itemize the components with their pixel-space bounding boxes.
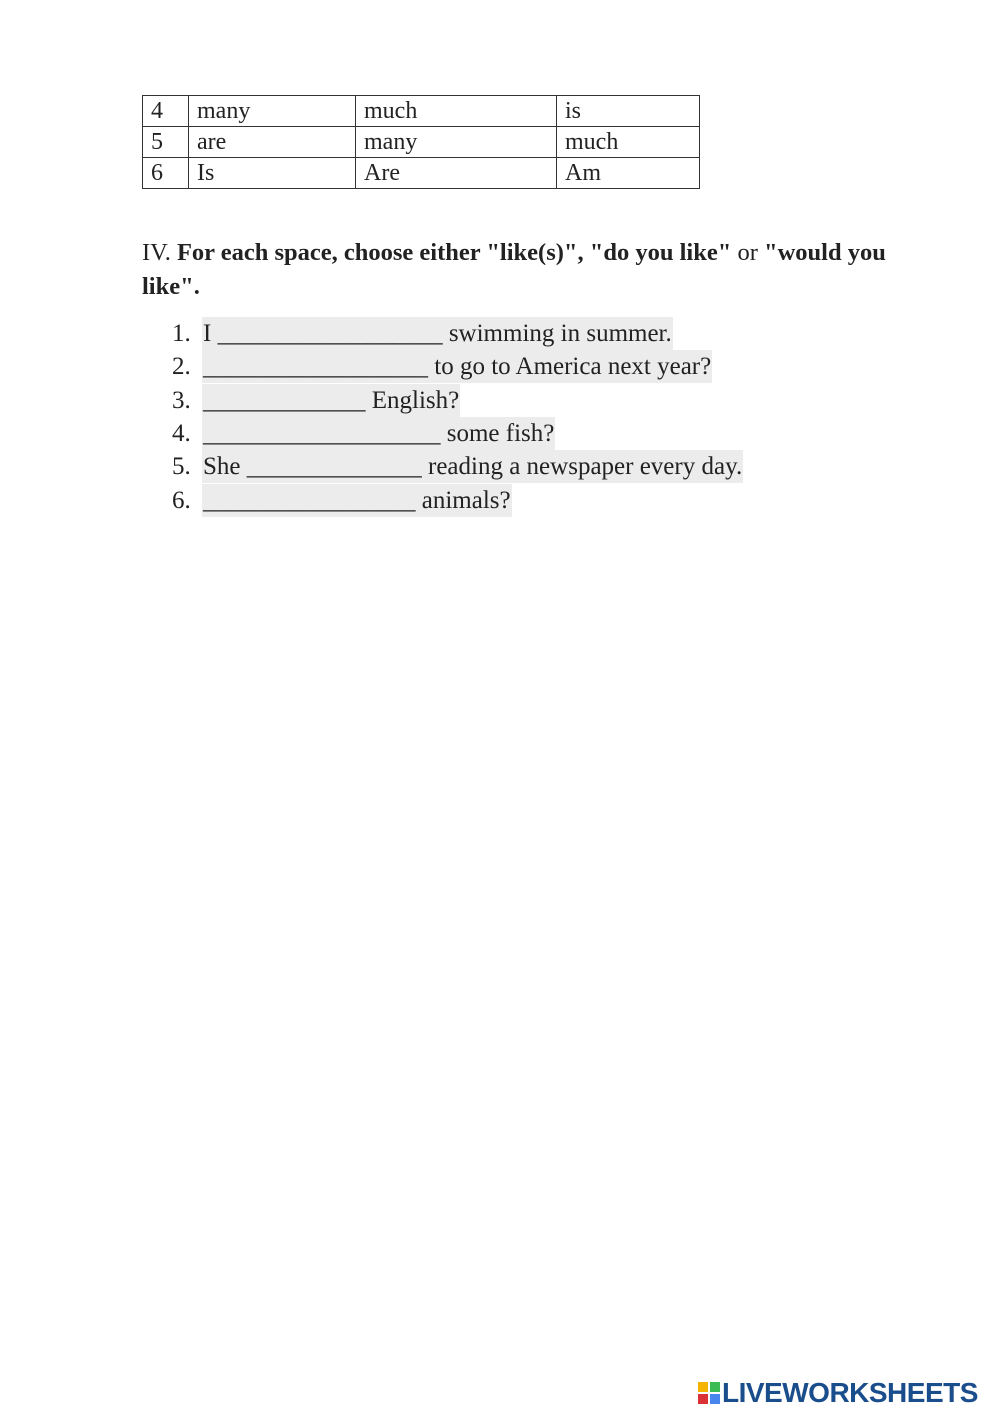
table-cell: 5 [143,127,189,158]
table-row [143,96,700,127]
fill-in-sentence[interactable]: __________________ to go to America next year? [202,350,712,383]
liveworksheets-logo [698,1377,978,1409]
table-row [143,127,700,158]
item-number: 5. [172,453,191,481]
fill-in-sentence[interactable]: I __________________ swimming in summer. [202,317,673,350]
fill-in-sentence[interactable]: _____________ English? [202,384,460,417]
list-item [172,450,743,483]
section-number: IV. [142,239,177,266]
answer-options-table [142,95,700,189]
exercise-list [172,317,743,517]
list-item [172,384,743,417]
item-number: 2. [172,353,191,381]
table-cell: much [356,96,557,127]
table-cell: much [557,127,700,158]
table-row [143,158,700,189]
fill-in-sentence[interactable]: _________________ animals? [202,484,512,517]
instruction-bold-part-2: "would you like". [142,239,886,300]
list-item [172,317,743,350]
list-item [172,483,743,516]
instruction-bold-part-1: For each space, choose either "like(s)", "do you like" [176,239,732,266]
item-number: 1. [172,320,191,348]
table-cell: many [189,96,356,127]
list-item [172,417,743,450]
item-number: 6. [172,486,191,514]
table-cell: 4 [143,96,189,127]
instruction-connector: or [731,239,764,266]
table-cell: many [356,127,557,158]
table-cell: 6 [143,158,189,189]
item-number: 3. [172,386,191,414]
list-item [172,350,743,383]
item-number: 4. [172,420,191,448]
fill-in-sentence[interactable]: She ______________ reading a newspaper every day. [202,450,743,483]
table-cell: Is [189,158,356,189]
table-cell: is [557,96,700,127]
table-cell: Are [356,158,557,189]
liveworksheets-logo-icon [698,1382,720,1404]
table-cell: Am [557,158,700,189]
table-cell: are [189,127,356,158]
fill-in-sentence[interactable]: ___________________ some fish? [202,417,555,450]
liveworksheets-logo-text: LIVEWORKSHEETS [722,1377,978,1408]
exercise-instruction [142,236,932,304]
